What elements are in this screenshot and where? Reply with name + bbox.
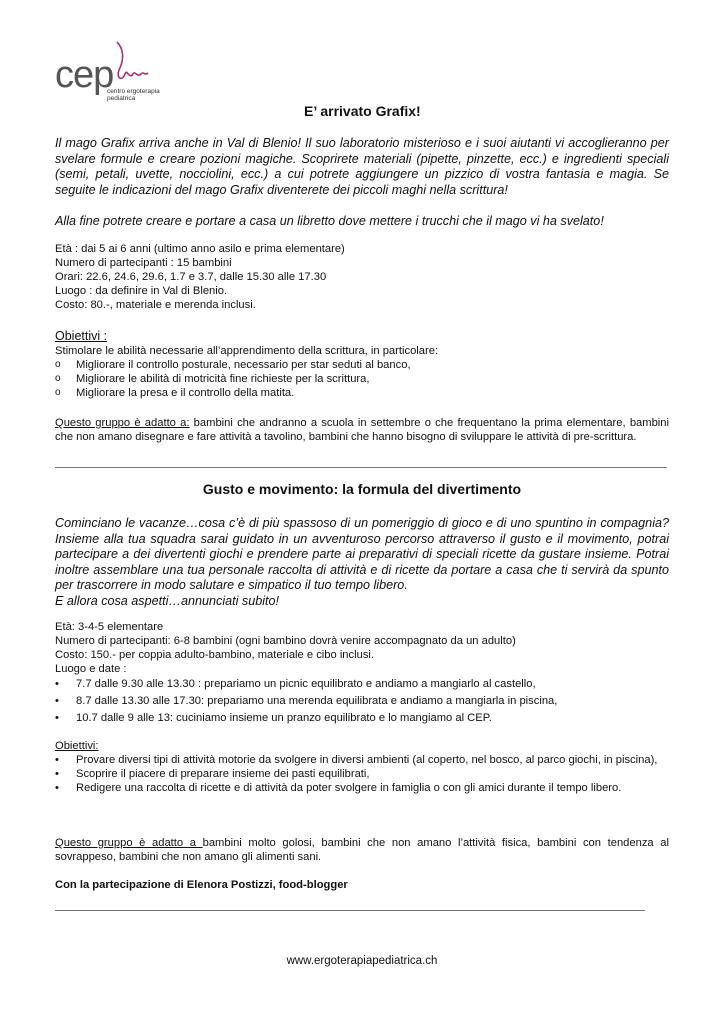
section2-intro: Cominciano le vacanze…cosa c’è di più spassoso di un pomeriggio di gioco e di uno spuntino in compagnia? Insieme alla tua squadra sarai guidato in un avventuroso percorso attraverso il gusto e il movimento, potrai partecipare a dei divertenti giochi e prendere parte ai preparativi di speciali ricette da gustare insieme. Potrai inoltre assemblare una tua personale raccolta di attività e di ricette da portare a casa che ti servirà da spunto per trascorrere in modo salutare e simpatico il tuo tempo libero. (55, 516, 669, 593)
detail-place-dates: Luogo e date : (55, 663, 127, 675)
section1-objectives-heading: Obiettivi : (55, 329, 108, 343)
detail-age: Età: 3-4-5 elementare (55, 621, 164, 633)
footer-website: www.ergoterapiapediatrica.ch (286, 955, 438, 967)
detail-times: Orari: 22.6, 24.6, 29.6, 1.7 e 3.7, dalle 15.30 alle 17.30 (55, 271, 327, 283)
list-item: o Migliorare le abilità di motricità fine richieste per la scrittura, (55, 372, 669, 386)
section2-details (55, 620, 669, 676)
suited-text: bambini che andranno a scuola in settembre o che frequentano la prima elementare, bambini che non amano disegnare e fare attività a tavolino, bambini che hanno bisogno di sviluppare le attività di pre-scrittura. (55, 417, 669, 443)
list-item: • Provare diversi tipi di attività motorie da svolgere in diversi ambienti (al coperto, nel bosco, al parco giochi, in piscina), (55, 753, 669, 767)
section1-objectives-intro: Stimolare le abilità necessarie all’apprendimento della scrittura, in particolare: (55, 345, 439, 357)
logo-wordmark: cep (55, 54, 114, 96)
section1-intro2: Alla fine potrete creare e portare a casa un libretto dove mettere i trucchi che il mago vi ha svelato! (55, 214, 604, 228)
list-item: • 10.7 dalle 9 alle 13: cuciniamo insieme un pranzo equilibrato e lo mangiamo al CEP. (55, 711, 669, 725)
section2-suited (55, 836, 669, 864)
list-item: o Migliorare la presa e il controllo della matita. (55, 386, 669, 400)
list-item: • Scoprire il piacere di preparare insieme dei pasti equilibrati, (55, 767, 669, 781)
section2-title: Gusto e movimento: la formula del divertimento (202, 481, 522, 497)
logo-swirl-icon (113, 40, 163, 88)
divider (55, 467, 667, 468)
section1-title: E’ arrivato Grafix! (304, 103, 421, 119)
detail-cost: Costo: 80.-, materiale e merenda inclusi. (55, 299, 256, 311)
list-item: o Migliorare il controllo posturale, necessario per star seduti al banco, (55, 358, 669, 372)
section2-objectives-list (55, 753, 669, 795)
detail-cost: Costo: 150.- per coppia adulto-bambino, materiale e cibo inclusi. (55, 649, 375, 661)
logo-tagline: centro ergoterapia pediatrica (107, 88, 160, 102)
list-item: • 7.7 dalle 9.30 alle 13.30 : prepariamo un picnic equilibrato e andiamo a mangiarlo al castello, (55, 677, 669, 691)
section2-dates-list (55, 677, 669, 725)
section1-objectives-list (55, 358, 669, 400)
detail-participants: Numero di partecipanti : 15 bambini (55, 257, 232, 269)
suited-label: Questo gruppo è adatto a: (55, 417, 190, 429)
detail-participants: Numero di partecipanti: 6-8 bambini (ogni bambino dovrà venire accompagnato da un adulto) (55, 635, 516, 647)
list-item: • Redigere una raccolta di ricette e di attività da poter svolgere in famiglia o con gli amici durante il tempo libero. (55, 781, 669, 795)
cep-logo (55, 40, 195, 110)
divider (55, 910, 645, 911)
list-item: • 8.7 dalle 13.30 alle 17.30: prepariamo una merenda equilibrata e andiamo a mangiarla in piscina, (55, 694, 669, 708)
section2-objectives-heading: Obiettivi: (55, 740, 99, 752)
partner-credit: Con la partecipazione di Elenora Postizzi, food-blogger (55, 879, 348, 891)
detail-age: Età : dai 5 ai 6 anni (ultimo anno asilo e prima elementare) (55, 243, 345, 255)
detail-place: Luogo : da definire in Val di Blenio. (55, 285, 228, 297)
section1-intro: Il mago Grafix arriva anche in Val di Blenio! Il suo laboratorio misterioso e i suoi aiutanti vi accoglieranno per svelare formule e creare pozioni magiche. Scoprirete materiali (pipette, pinzette, ecc.) e ingredienti speciali (semi, petali, uvette, nocciolini, ecc.) a cui potrete aggiungere un pizzico di vostra fantasia e magia. Se seguite le indicazioni del mago Grafix diventerete dei piccoli maghi nella scrittura! (55, 136, 669, 197)
suited-label: Questo gruppo è adatto a (55, 837, 203, 849)
suited-text: bambini molto golosi, bambini che non amano l’attività fisica, bambini con tendenza al sovrappeso, bambini che non amano gli alimenti sani. (55, 837, 669, 863)
section2-intro2: E allora cosa aspetti…annunciati subito! (55, 594, 280, 608)
section1-details (55, 242, 669, 312)
section1-suited (55, 416, 669, 444)
